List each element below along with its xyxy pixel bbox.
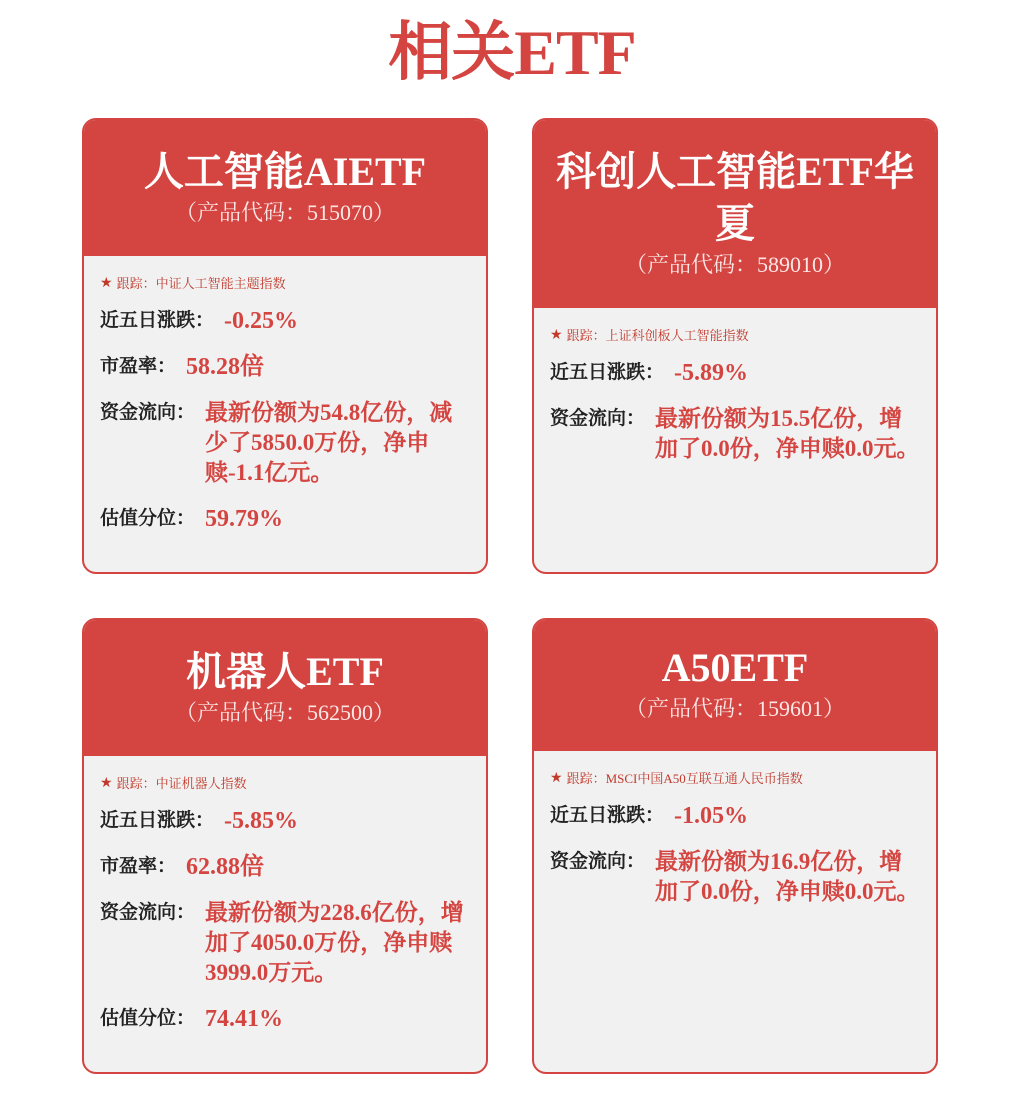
five-day-change-label: 近五日涨跌：: [550, 805, 665, 826]
valuation-percentile-value: 74.41%: [205, 1006, 284, 1032]
card-title: A50ETF: [661, 645, 809, 690]
pe-ratio-row: [100, 852, 470, 882]
fund-flow-row: [100, 898, 470, 988]
product-code: （产品代码：159601）: [624, 696, 845, 721]
star-icon: ★: [550, 771, 563, 786]
fund-flow-value: 最新份额为54.8亿份，减少了5850.0万份，净申赎-1.1亿元。: [205, 400, 453, 485]
product-code: （产品代码：515070）: [174, 200, 395, 225]
product-code: （产品代码：589010）: [624, 252, 845, 277]
card-body: [534, 308, 936, 464]
valuation-percentile-value: 59.79%: [205, 506, 284, 532]
valuation-percentile-row: [100, 1004, 470, 1034]
track-text: 跟踪：MSCI中国A50互联互通人民币指数: [566, 771, 803, 786]
card-title: 人工智能AIETF: [143, 149, 427, 194]
fund-flow-row: [550, 847, 920, 907]
track-index: [100, 774, 470, 794]
card-header: [84, 620, 486, 756]
track-index: [100, 274, 470, 294]
fund-flow-label: 资金流向：: [550, 408, 646, 429]
star-icon: ★: [100, 776, 113, 791]
fund-flow-value: 最新份额为228.6亿份，增加了4050.0万份，净申赎3999.0万元。: [205, 900, 464, 985]
valuation-percentile-label: 估值分位：: [100, 508, 196, 529]
page-title: 相关ETF: [388, 17, 636, 88]
fund-flow-row: [100, 398, 470, 488]
star-icon: ★: [550, 328, 563, 343]
pe-ratio-label: 市盈率：: [100, 356, 177, 377]
five-day-change-label: 近五日涨跌：: [550, 362, 665, 383]
etf-card-star-ai: [532, 118, 938, 574]
track-index: [550, 769, 920, 789]
five-day-change-value: -5.85%: [224, 808, 299, 834]
valuation-percentile-row: [100, 504, 470, 534]
etf-card-a50: [532, 618, 938, 1074]
fund-flow-value: 最新份额为15.5亿份，增加了0.0份，净申赎0.0元。: [655, 406, 920, 461]
star-icon: ★: [100, 276, 113, 291]
five-day-change-value: -5.89%: [674, 360, 749, 386]
card-body: [84, 756, 486, 1034]
card-body: [84, 256, 486, 534]
five-day-change-row: [100, 806, 470, 836]
track-index: [550, 326, 920, 346]
card-title: 科创人工智能ETF华夏: [556, 149, 914, 246]
pe-ratio-label: 市盈率：: [100, 856, 177, 877]
card-header: [534, 120, 936, 308]
valuation-percentile-label: 估值分位：: [100, 1008, 196, 1029]
five-day-change-value: -1.05%: [674, 803, 749, 829]
pe-ratio-value: 58.28倍: [186, 354, 265, 380]
five-day-change-label: 近五日涨跌：: [100, 810, 215, 831]
card-header: [534, 620, 936, 751]
fund-flow-row: [550, 404, 920, 464]
fund-flow-label: 资金流向：: [100, 902, 196, 923]
five-day-change-row: [550, 358, 920, 388]
card-header: [84, 120, 486, 256]
pe-ratio-row: [100, 352, 470, 382]
five-day-change-label: 近五日涨跌：: [100, 310, 215, 331]
fund-flow-value: 最新份额为16.9亿份，增加了0.0份，净申赎0.0元。: [655, 849, 920, 904]
etf-card-ai: [82, 118, 488, 574]
five-day-change-value: -0.25%: [224, 308, 299, 334]
five-day-change-row: [100, 306, 470, 336]
fund-flow-label: 资金流向：: [100, 402, 196, 423]
card-title: 机器人ETF: [186, 649, 384, 694]
track-text: 跟踪：中证机器人指数: [116, 776, 247, 791]
five-day-change-row: [550, 801, 920, 831]
track-text: 跟踪：中证人工智能主题指数: [116, 276, 286, 291]
track-text: 跟踪：上证科创板人工智能指数: [566, 328, 749, 343]
card-body: [534, 751, 936, 907]
product-code: （产品代码：562500）: [174, 700, 395, 725]
etf-card-robot: [82, 618, 488, 1074]
pe-ratio-value: 62.88倍: [186, 854, 265, 880]
fund-flow-label: 资金流向：: [550, 851, 646, 872]
